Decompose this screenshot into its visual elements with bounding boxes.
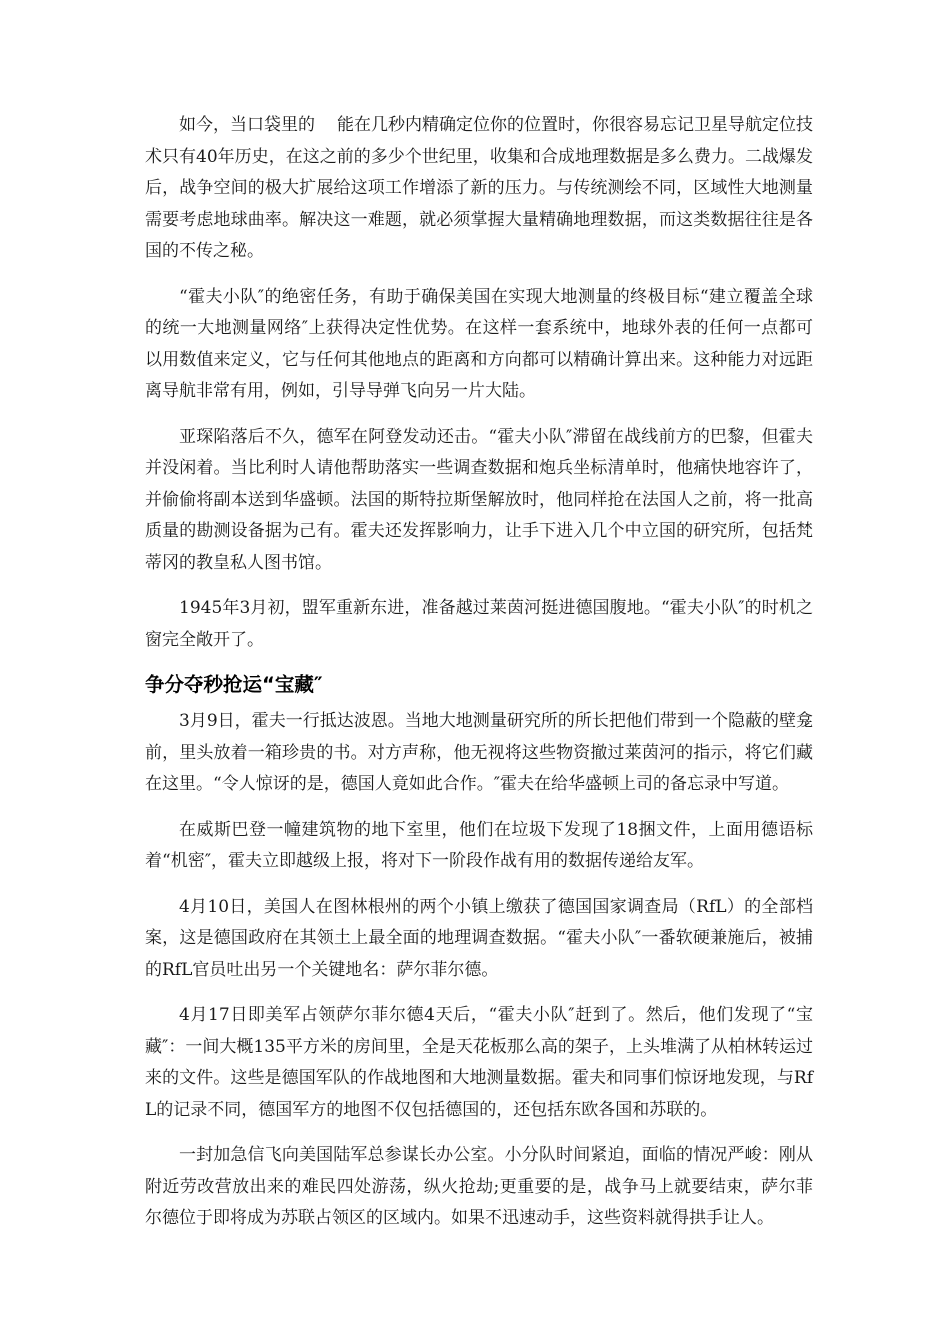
- paragraph-aachen: 亚琛陷落后不久，德军在阿登发动还击。“霍夫小队″滞留在战线前方的巴黎，但霍夫并没闲着。当比利时人请他帮助落实一些调查数据和炮兵坐标清单时，他痛快地容许了，并偷偷将副本送到华盛顿。法国的斯特拉斯堡解放时，他同样抢在法国人之前，将一批高质量的勘测设备据为己有。霍夫还发挥影响力，让手下进入几个中立国的研究所，包括梵蒂冈的教皇私人图书馆。: [145, 426, 813, 573]
- article-body: [145, 110, 813, 1249]
- paragraph-mission: “霍夫小队″的绝密任务，有助于确保美国在实现大地测量的终极目标“建立覆盖全球的统一大地测量网络″上获得决定性优势。在这样一套系统中，地球外表的任何一点都可以用数值来定义，它与任何其他地点的距离和方向都可以精确计算出来。这种能力对远距离导航非常有用，例如，引导导弹飞向另一片大陆。: [145, 286, 813, 401]
- paragraph-bonn: 3月9日，霍夫一行抵达波恩。当地大地测量研究所的所长把他们带到一个隐蔽的壁龛前，里头放着一箱珍贵的书。对方声称，他无视将这些物资撤过莱茵河的指示，将它们藏在这里。“令人惊讶的是，德国人竟如此合作。″霍夫在给华盛顿上司的备忘录中写道。: [145, 711, 813, 794]
- paragraph-intro-part2: 能在几秒内精确定位你的位置时，你很容易忘记卫星导航定位技术只有40年历史，在这之前的多少个世纪里，收集和合成地理数据是多么费力。二战爆发后，战争空间的极大扩展给这项工作增添了新的压力。与传统测绘不同，区域性大地测量需要考虑地球曲率。解决这一难题，就必须掌握大量精确地理数据，而这类数据往往是各国的不传之秘。: [145, 115, 813, 261]
- paragraph-thuringia: 4月10日，美国人在图林根州的两个小镇上缴获了德国国家调查局（RfL）的全部档案，这是德国政府在其领土上最全面的地理调查数据。“霍夫小队″一番软硬兼施后，被捕的RfL官员吐出另一个关键地名：萨尔菲尔德。: [145, 896, 813, 980]
- paragraph-wiesbaden: 在威斯巴登一幢建筑物的地下室里，他们在垃圾下发现了18捆文件，上面用德语标着“机密″，霍夫立即越级上报，将对下一阶段作战有用的数据传递给友军。: [145, 819, 813, 871]
- paragraph-intro: [145, 110, 813, 268]
- section-heading: 争分夺秒抢运“宝藏″: [145, 673, 323, 696]
- paragraph-saalfeld: 4月17日即美军占领萨尔菲尔德4天后，“霍夫小队″赶到了。然后，他们发现了“宝藏″：一间大概135平方米的房间里，全是天花板那么高的架子，上头堆满了从柏林转运过来的文件。这些是德国军队的作战地图和大地测量数据。霍夫和同事们惊讶地发现，与RfL的记录不同，德国军方的地图不仅包括德国的，还包括东欧各国和苏联的。: [145, 1005, 813, 1120]
- paragraph-march-1945: 1945年3月初，盟军重新东进，准备越过莱茵河挺进德国腹地。“霍夫小队″的时机之窗完全敞开了。: [145, 598, 813, 650]
- paragraph-intro-part1: 如今，当口袋里的: [179, 115, 315, 135]
- paragraph-urgent-letter: 一封加急信飞向美国陆军总参谋长办公室。小分队时间紧迫，面临的情况严峻：刚从附近劳改营放出来的难民四处游荡，纵火抢劫;更重要的是，战争马上就要结束，萨尔菲尔德位于即将成为苏联占领区的区域内。如果不迅速动手，这些资料就得拱手让人。: [145, 1145, 813, 1228]
